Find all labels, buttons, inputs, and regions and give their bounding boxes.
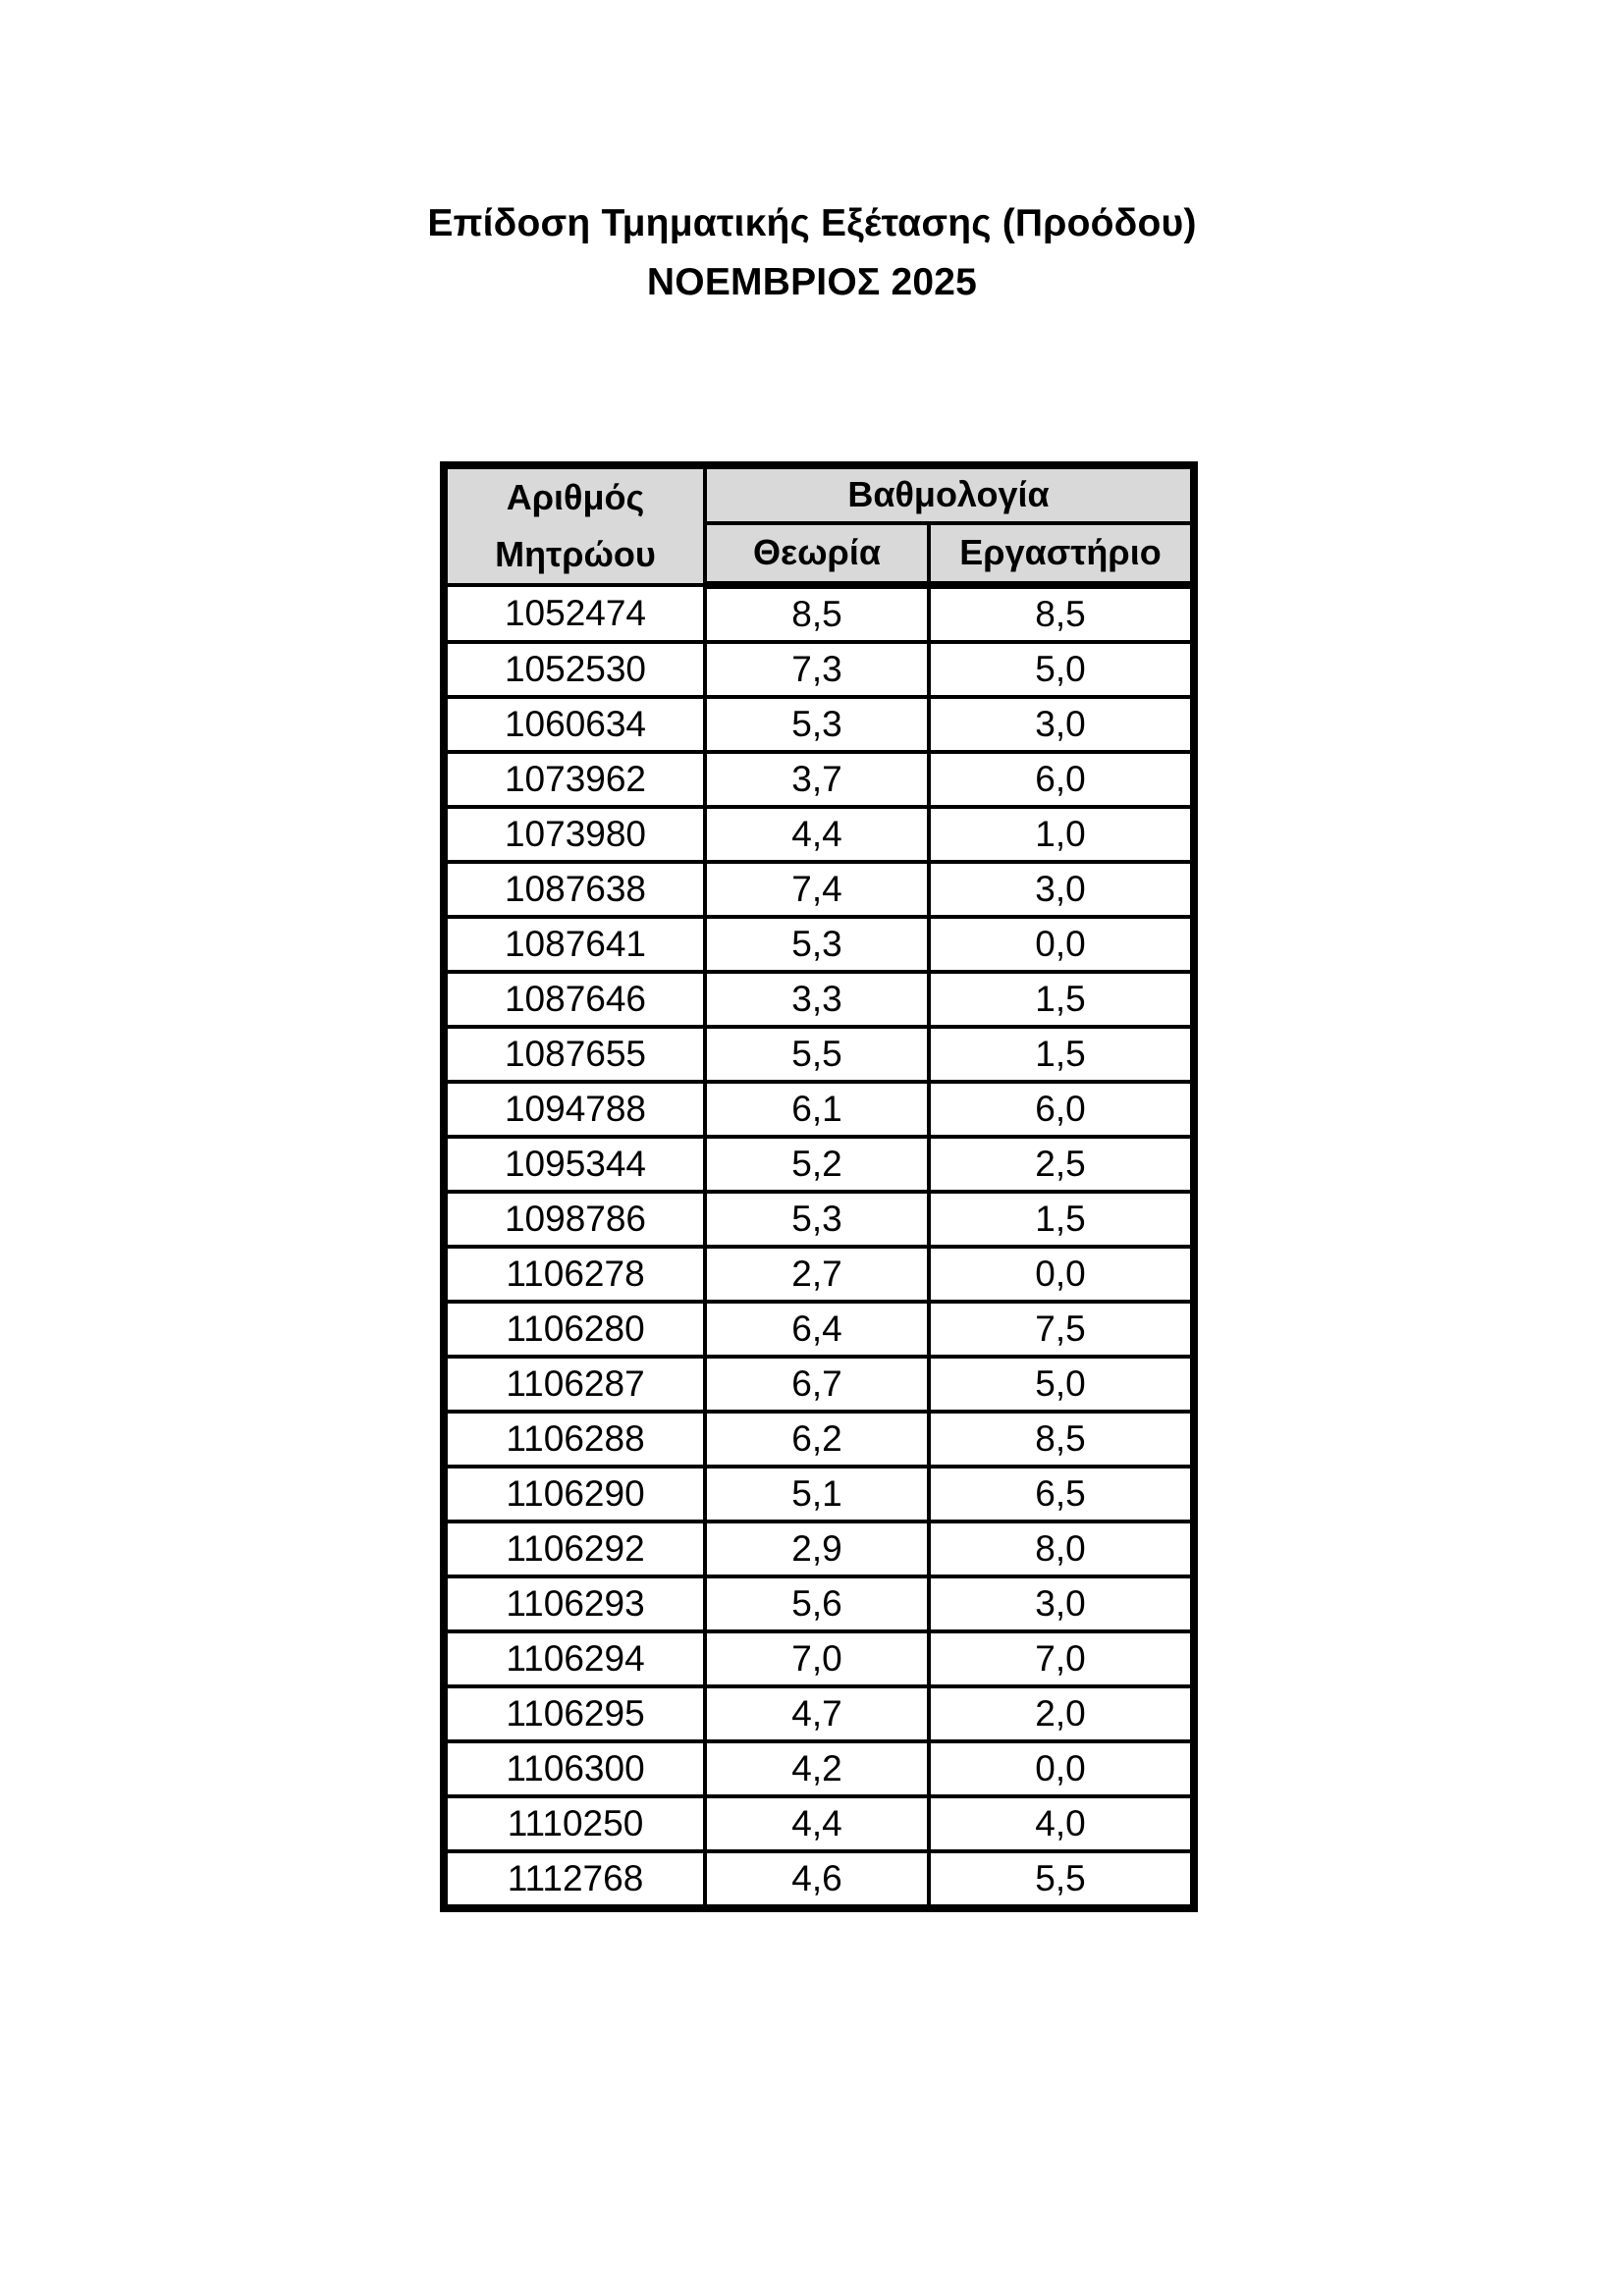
- cell-theory-grade: 4,2: [705, 1741, 929, 1796]
- title-line-2: ΝΟΕΜΒΡΙΟΣ 2025: [646, 261, 978, 303]
- cell-theory-grade: 8,5: [705, 585, 929, 642]
- cell-registration-number: 1106287: [444, 1357, 705, 1412]
- cell-lab-grade: 0,0: [929, 1247, 1194, 1302]
- header-lab: Εργαστήριο: [929, 523, 1194, 585]
- cell-registration-number: 1060634: [444, 697, 705, 752]
- grades-table: [440, 461, 1198, 1912]
- cell-lab-grade: 8,0: [929, 1522, 1194, 1576]
- cell-registration-number: 1106294: [444, 1631, 705, 1686]
- table-row: [444, 1027, 1194, 1082]
- table-row: [444, 1137, 1194, 1192]
- cell-theory-grade: 7,4: [705, 862, 929, 917]
- cell-theory-grade: 5,3: [705, 917, 929, 972]
- cell-lab-grade: 3,0: [929, 1576, 1194, 1631]
- cell-theory-grade: 2,7: [705, 1247, 929, 1302]
- header-registration-number: [444, 465, 705, 585]
- cell-registration-number: 1106292: [444, 1522, 705, 1576]
- table-row: [444, 585, 1194, 642]
- cell-lab-grade: 5,5: [929, 1851, 1194, 1908]
- cell-lab-grade: 8,5: [929, 585, 1194, 642]
- cell-registration-number: 1112768: [444, 1851, 705, 1908]
- table-row: [444, 807, 1194, 862]
- cell-lab-grade: 7,5: [929, 1302, 1194, 1357]
- cell-registration-number: 1073962: [444, 752, 705, 807]
- cell-registration-number: 1087655: [444, 1027, 705, 1082]
- cell-registration-number: 1087641: [444, 917, 705, 972]
- cell-theory-grade: 6,2: [705, 1412, 929, 1467]
- cell-registration-number: 1052474: [444, 585, 705, 642]
- cell-theory-grade: 4,4: [705, 807, 929, 862]
- table-row: [444, 642, 1194, 697]
- document-title: [0, 194, 1624, 312]
- cell-lab-grade: 1,0: [929, 807, 1194, 862]
- cell-lab-grade: 6,0: [929, 1082, 1194, 1137]
- cell-registration-number: 1106280: [444, 1302, 705, 1357]
- cell-theory-grade: 5,2: [705, 1137, 929, 1192]
- cell-theory-grade: 4,7: [705, 1686, 929, 1741]
- cell-registration-number: 1052530: [444, 642, 705, 697]
- cell-registration-number: 1094788: [444, 1082, 705, 1137]
- table-row: [444, 752, 1194, 807]
- cell-theory-grade: 6,4: [705, 1302, 929, 1357]
- table-row: [444, 697, 1194, 752]
- cell-registration-number: 1106290: [444, 1467, 705, 1522]
- cell-theory-grade: 6,1: [705, 1082, 929, 1137]
- cell-registration-number: 1110250: [444, 1796, 705, 1851]
- cell-registration-number: 1106293: [444, 1576, 705, 1631]
- cell-theory-grade: 6,7: [705, 1357, 929, 1412]
- cell-theory-grade: 7,0: [705, 1631, 929, 1686]
- cell-registration-number: 1098786: [444, 1192, 705, 1247]
- cell-registration-number: 1106295: [444, 1686, 705, 1741]
- cell-registration-number: 1106300: [444, 1741, 705, 1796]
- cell-registration-number: 1087638: [444, 862, 705, 917]
- table-row: [444, 1576, 1194, 1631]
- header-id-line2: Μητρώου: [495, 534, 656, 574]
- cell-registration-number: 1106288: [444, 1412, 705, 1467]
- table-row: [444, 1302, 1194, 1357]
- cell-lab-grade: 6,5: [929, 1467, 1194, 1522]
- cell-lab-grade: 8,5: [929, 1412, 1194, 1467]
- cell-registration-number: 1106278: [444, 1247, 705, 1302]
- table-row: [444, 1741, 1194, 1796]
- table-row: [444, 1467, 1194, 1522]
- cell-theory-grade: 5,1: [705, 1467, 929, 1522]
- cell-registration-number: 1095344: [444, 1137, 705, 1192]
- table-row: [444, 972, 1194, 1027]
- cell-lab-grade: 6,0: [929, 752, 1194, 807]
- title-line-1: Επίδοση Τμηματικής Εξέτασης (Προόδου): [427, 202, 1197, 244]
- cell-theory-grade: 5,6: [705, 1576, 929, 1631]
- cell-theory-grade: 5,3: [705, 697, 929, 752]
- cell-lab-grade: 1,5: [929, 1027, 1194, 1082]
- cell-lab-grade: 3,0: [929, 862, 1194, 917]
- cell-lab-grade: 1,5: [929, 1192, 1194, 1247]
- cell-registration-number: 1087646: [444, 972, 705, 1027]
- header-grades-group: Βαθμολογία: [705, 465, 1194, 523]
- table-row: [444, 1686, 1194, 1741]
- table-row: [444, 1851, 1194, 1908]
- table-row: [444, 1631, 1194, 1686]
- table-row: [444, 1412, 1194, 1467]
- table-row: [444, 1247, 1194, 1302]
- cell-lab-grade: 2,0: [929, 1686, 1194, 1741]
- table-row: [444, 1796, 1194, 1851]
- table-row: [444, 1357, 1194, 1412]
- cell-lab-grade: 5,0: [929, 642, 1194, 697]
- cell-theory-grade: 4,6: [705, 1851, 929, 1908]
- cell-lab-grade: 5,0: [929, 1357, 1194, 1412]
- cell-theory-grade: 5,3: [705, 1192, 929, 1247]
- cell-theory-grade: 3,7: [705, 752, 929, 807]
- cell-theory-grade: 2,9: [705, 1522, 929, 1576]
- cell-theory-grade: 7,3: [705, 642, 929, 697]
- header-theory: Θεωρία: [705, 523, 929, 585]
- cell-theory-grade: 5,5: [705, 1027, 929, 1082]
- cell-lab-grade: 0,0: [929, 1741, 1194, 1796]
- table-row: [444, 1522, 1194, 1576]
- table-row: [444, 917, 1194, 972]
- cell-lab-grade: 4,0: [929, 1796, 1194, 1851]
- header-id-line1: Αριθμός: [506, 477, 645, 517]
- cell-theory-grade: 4,4: [705, 1796, 929, 1851]
- cell-lab-grade: 7,0: [929, 1631, 1194, 1686]
- cell-lab-grade: 3,0: [929, 697, 1194, 752]
- cell-lab-grade: 0,0: [929, 917, 1194, 972]
- cell-lab-grade: 2,5: [929, 1137, 1194, 1192]
- cell-lab-grade: 1,5: [929, 972, 1194, 1027]
- table-row: [444, 1192, 1194, 1247]
- cell-theory-grade: 3,3: [705, 972, 929, 1027]
- table-row: [444, 862, 1194, 917]
- table-header: [444, 465, 1194, 585]
- table-row: [444, 1082, 1194, 1137]
- grades-table-container: [440, 461, 1190, 1912]
- table-body: [444, 585, 1194, 1908]
- cell-registration-number: 1073980: [444, 807, 705, 862]
